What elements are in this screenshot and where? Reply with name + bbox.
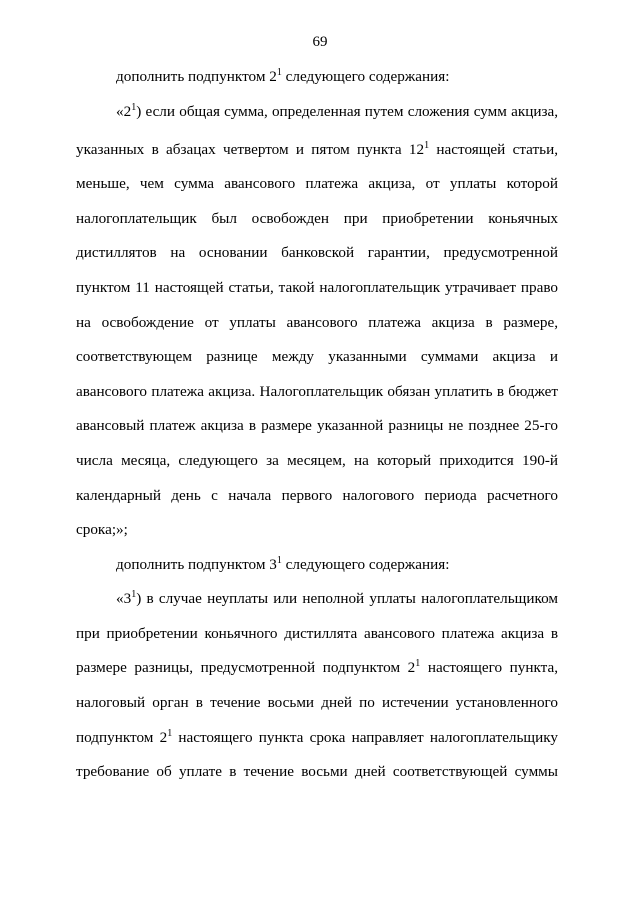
text-line: авансовый платеж акциза в размере указанной разницы не позднее 25-го	[76, 417, 558, 434]
text-segment: размере разницы, предусмотренной подпунктом 2	[76, 659, 416, 676]
paragraph-intro-subitem-3-1	[116, 556, 558, 574]
text-line: соответствующем разнице между указанными суммами акциза и	[76, 348, 558, 365]
text-segment: настоящей статьи,	[429, 141, 558, 158]
text-line: дистиллятов на основании банковской гарантии, предусмотренной	[76, 244, 558, 261]
text-segment: подпунктом 2	[76, 729, 168, 746]
superscript: 1	[415, 658, 421, 669]
text-line: при приобретении коньячного дистиллята авансового платежа акциза в	[76, 625, 558, 642]
text-line	[76, 141, 558, 159]
superscript: 1	[276, 67, 282, 78]
intro-text-end: следующего содержания:	[281, 556, 450, 573]
intro-text: дополнить подпунктом 2	[116, 68, 277, 85]
quote-open: «3	[116, 590, 132, 607]
text-segment: указанных в абзацах четвертом и пятом пункта 12	[76, 141, 425, 158]
superscript: 1	[424, 140, 430, 151]
superscript: 1	[131, 102, 137, 113]
superscript: 1	[276, 555, 282, 566]
intro-text: дополнить подпунктом 3	[116, 556, 277, 573]
text-line: срока;»;	[76, 521, 128, 538]
text-line: пунктом 11 настоящей статьи, такой налогоплательщик утрачивает право	[76, 279, 558, 296]
text-line: требование об уплате в течение восьми дней соответствующей суммы	[76, 763, 558, 780]
quote-text: ) в случае неуплаты или неполной уплаты налогоплательщиком	[136, 590, 558, 607]
superscript: 1	[131, 589, 137, 600]
text-line: авансового платежа акциза. Налогоплательщик обязан уплатить в бюджет	[76, 383, 558, 400]
text-line	[76, 659, 558, 677]
superscript: 1	[167, 728, 173, 739]
intro-text-end: следующего содержания:	[281, 68, 450, 85]
text-line: налогоплательщик был освобожден при приобретении коньячных	[76, 210, 558, 227]
text-line: календарный день с начала первого налогового периода расчетного	[76, 487, 558, 504]
text-line	[76, 729, 558, 747]
text-line: меньше, чем сумма авансового платежа акциза, от уплаты которой	[76, 175, 558, 192]
paragraph-intro-subitem-2-1	[116, 68, 558, 86]
page-number: 69	[312, 34, 328, 50]
text-line: на освобождение от уплаты авансового платежа акциза в размере,	[76, 314, 558, 331]
quote-text: ) если общая сумма, определенная путем сложения сумм акциза,	[136, 103, 558, 120]
quote-open: «2	[116, 103, 132, 120]
text-line: числа месяца, следующего за месяцем, на который приходится 190-й	[76, 452, 558, 469]
quote-subitem-2-1-start	[116, 103, 558, 121]
text-segment: настоящего пункта срока направляет налогоплательщику	[172, 729, 558, 746]
text-line: налоговый орган в течение восьми дней по истечении установленного	[76, 694, 558, 711]
text-segment: настоящего пункта,	[420, 659, 558, 676]
quote-subitem-3-1-start	[116, 590, 558, 608]
